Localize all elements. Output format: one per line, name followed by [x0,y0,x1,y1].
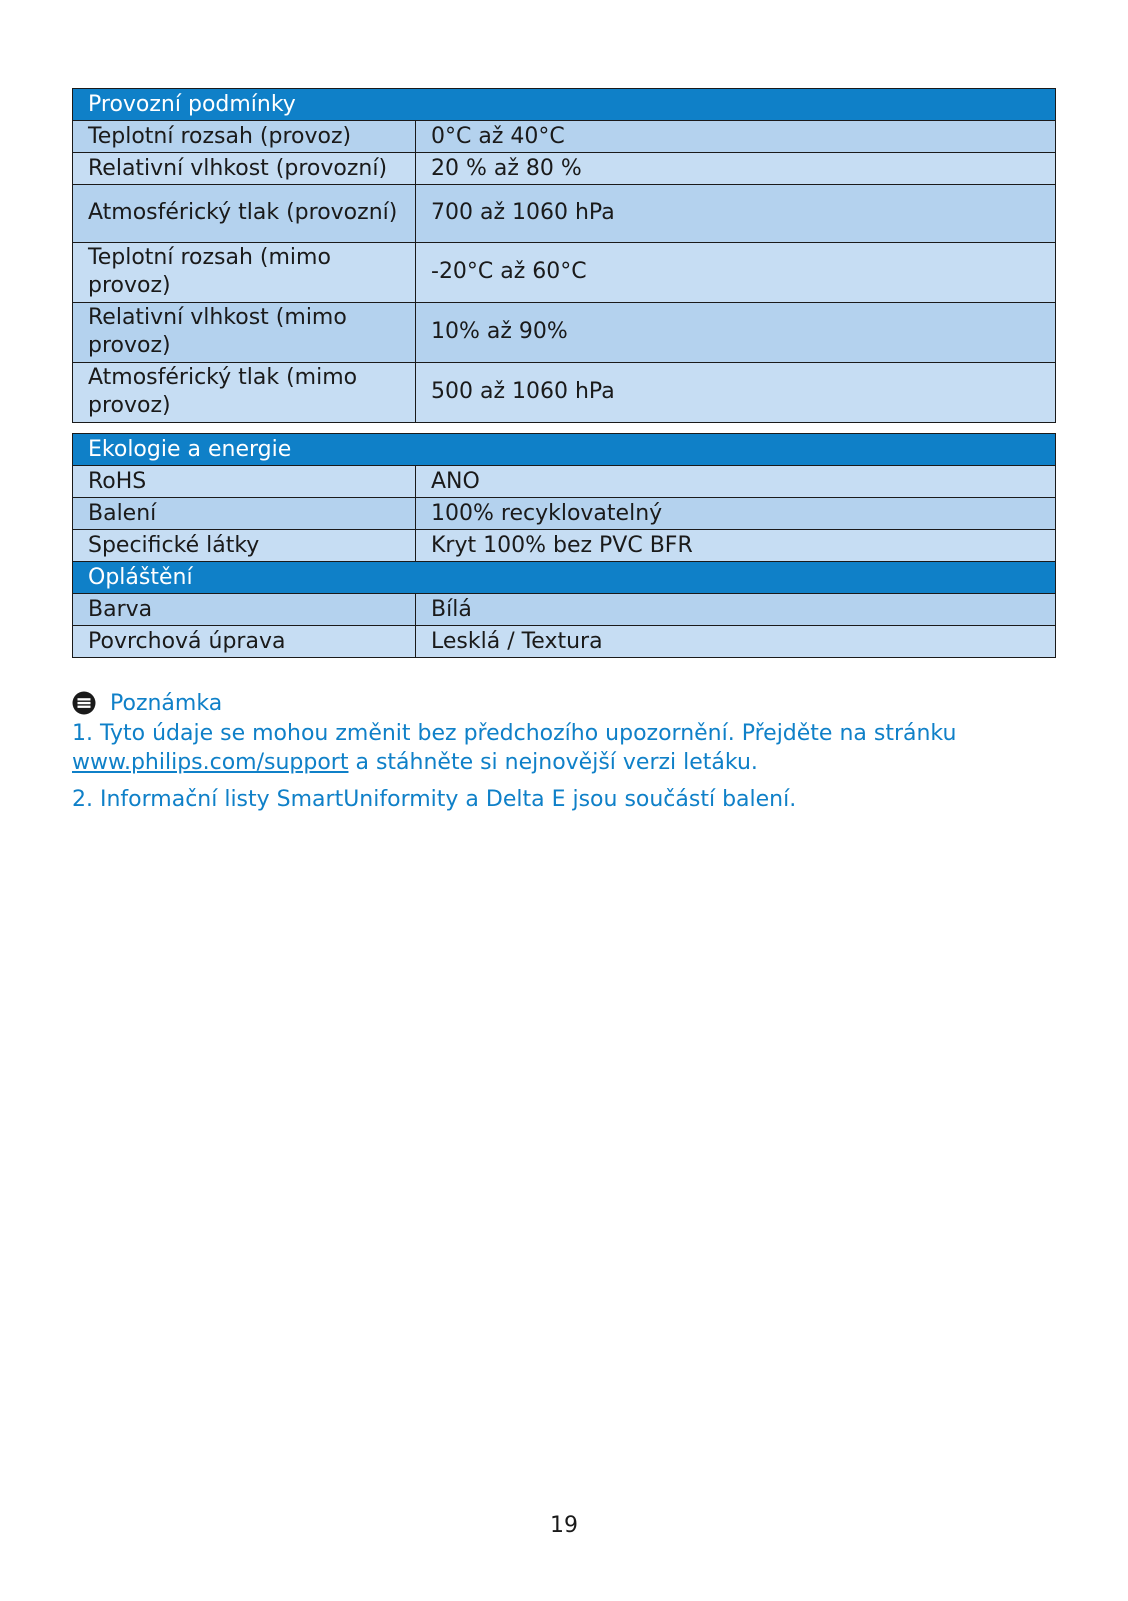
row-value: 500 až 1060 hPa [416,363,1056,423]
note-title: Poznámka [110,690,223,716]
table-row [73,121,1056,153]
operating-conditions-table [72,88,1056,423]
note-header [72,688,1062,718]
section-title-ecology: Ekologie a energie [73,434,1056,466]
note-item-1-suffix: a stáhněte si nejnovější verzi letáku. [348,750,758,775]
table-row [73,626,1056,658]
row-label: Relativní vlhkost (mimo provoz) [73,303,416,363]
row-value: -20°C až 60°C [416,243,1056,303]
note-item-1-text: 1. Tyto údaje se mohou změnit bez předchozího upozornění. Přejděte na stránku [72,721,957,746]
row-value: 100% recyklovatelný [416,498,1056,530]
row-value: Bílá [416,594,1056,626]
row-label: Balení [73,498,416,530]
table-row [73,466,1056,498]
table-row [73,498,1056,530]
row-value: ANO [416,466,1056,498]
table-section-header [73,89,1056,121]
row-value: 20 % až 80 % [416,153,1056,185]
section-title-operating: Provozní podmínky [73,89,1056,121]
row-label: Specifické látky [73,530,416,562]
row-label: Povrchová úprava [73,626,416,658]
row-value: 700 až 1060 hPa [416,185,1056,243]
row-label: Atmosférický tlak (provozní) [73,185,416,243]
table-row [73,594,1056,626]
row-label: Teplotní rozsah (provoz) [73,121,416,153]
table-row [73,530,1056,562]
table-row [73,185,1056,243]
note-section [72,688,1062,814]
section-title-cabinet: Opláštění [73,562,1056,594]
row-label: RoHS [73,466,416,498]
table-row [73,363,1056,423]
table-row [73,243,1056,303]
row-label: Barva [73,594,416,626]
table-section-header [73,562,1056,594]
page-number: 19 [550,1513,578,1538]
row-value: Lesklá / Textura [416,626,1056,658]
note-icon [72,691,96,715]
row-value: 0°C až 40°C [416,121,1056,153]
support-link[interactable]: www.philips.com/support [72,750,349,775]
row-value: 10% až 90% [416,303,1056,363]
note-item-2: 2. Informační listy SmartUniformity a Delta E jsou součástí balení. [72,787,797,812]
table-section-header [73,434,1056,466]
table-row [73,303,1056,363]
row-value: Kryt 100% bez PVC BFR [416,530,1056,562]
ecology-cabinet-table [72,433,1056,658]
row-label: Atmosférický tlak (mimo provoz) [73,363,416,423]
row-label: Relativní vlhkost (provozní) [73,153,416,185]
row-label: Teplotní rozsah (mimo provoz) [73,243,416,303]
table-row [73,153,1056,185]
note-item-1 [72,719,1062,777]
